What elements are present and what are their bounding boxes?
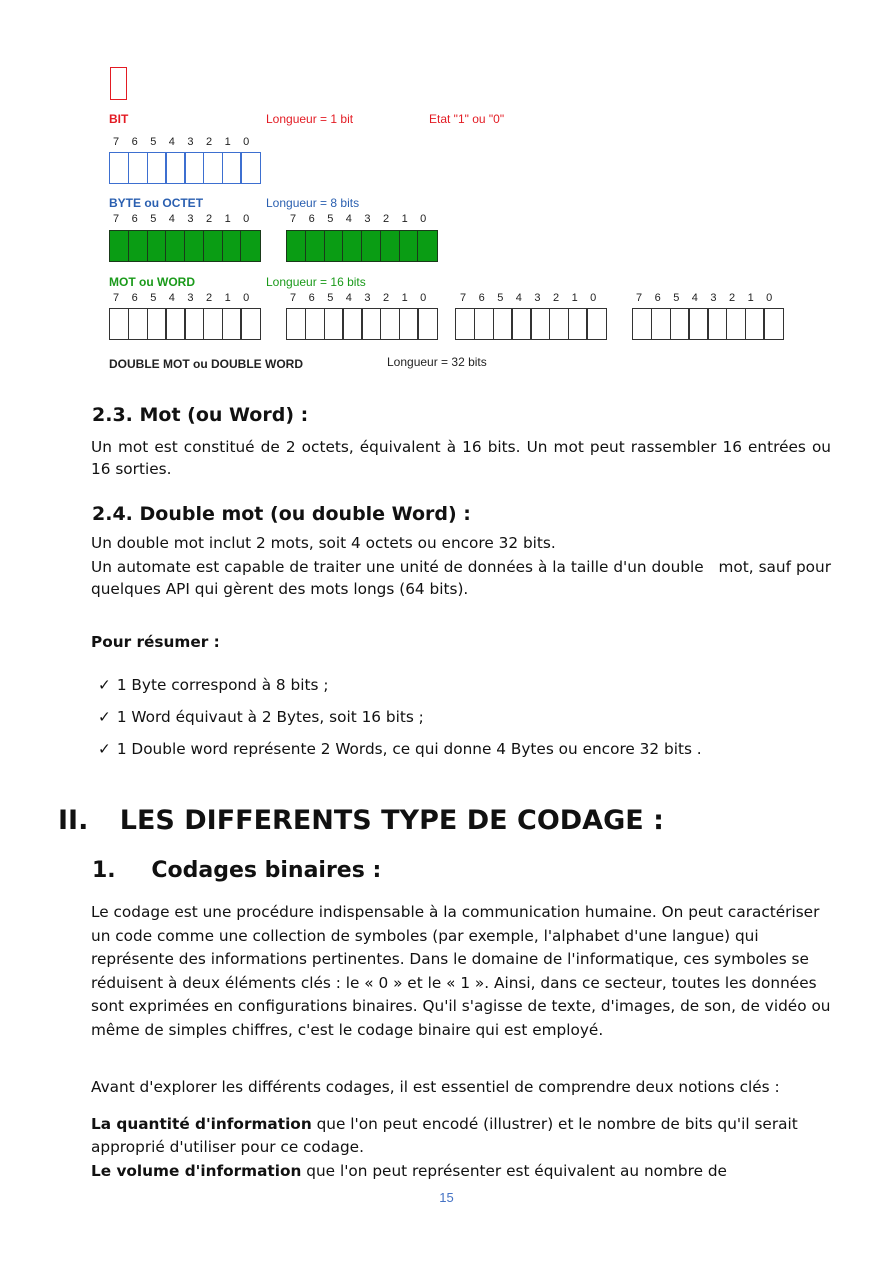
word-byte2-cells <box>286 230 436 262</box>
dword-byte3-cells <box>455 308 605 340</box>
bit-cell <box>165 308 185 340</box>
bit-cell <box>474 308 494 340</box>
bit-cell <box>110 67 127 100</box>
para4-text: que l'on peut représenter est équivalent au nombre de <box>301 1162 727 1180</box>
word-byte1-indices <box>113 213 262 225</box>
bit-index: 0 <box>420 292 427 304</box>
bit-cell <box>493 308 513 340</box>
bit-index: 2 <box>382 292 390 304</box>
bit-index: 4 <box>345 292 352 304</box>
bit-cell <box>240 230 260 262</box>
bit-index: 1 <box>224 213 231 225</box>
bit-index: 1 <box>401 292 408 304</box>
bit-index: 6 <box>308 213 315 225</box>
bit-index: 5 <box>327 292 334 304</box>
bit-cell <box>549 308 569 340</box>
bit-index: 5 <box>150 292 157 304</box>
summary-item-text: 1 Word équivaut à 2 Bytes, soit 16 bits ; <box>116 708 424 726</box>
bit-cell <box>240 308 260 340</box>
bit-index: 7 <box>460 292 467 304</box>
bit-index: 2 <box>728 292 736 304</box>
section-2-4-line2: Un automate est capable de traiter une unité de données à la taille d'un double mot, sauf pour quelques API qui gèrent des mots longs (64 bits). <box>91 558 836 598</box>
bit-index: 4 <box>345 213 352 225</box>
summary-title: Pour résumer : <box>91 633 220 651</box>
bit-index: 1 <box>401 213 408 225</box>
bit-cell <box>222 308 242 340</box>
bit-cell <box>109 230 129 262</box>
bit-index: 3 <box>710 292 717 304</box>
bit-cell <box>184 230 204 262</box>
bit-index: 1 <box>747 292 754 304</box>
bit-index: 6 <box>131 292 138 304</box>
bit-cell <box>324 230 344 262</box>
bit-index: 7 <box>290 292 297 304</box>
bit-index: 0 <box>590 292 597 304</box>
bit-index: 4 <box>515 292 522 304</box>
byte-label-b: ou OCTET <box>144 196 204 210</box>
section-2-4-line1: Un double mot inclut 2 mots, soit 4 octets ou encore 32 bits. <box>91 534 556 552</box>
bit-cell <box>109 152 129 184</box>
bit-cell <box>632 308 652 340</box>
bit-index: 2 <box>205 292 213 304</box>
bit-cell <box>222 152 242 184</box>
bit-cell <box>342 308 362 340</box>
bit-cell <box>417 230 437 262</box>
bit-index: 4 <box>168 292 175 304</box>
bit-cell <box>707 308 727 340</box>
bit-index: 4 <box>168 213 175 225</box>
bit-index: 3 <box>187 292 194 304</box>
bit-cell <box>342 230 362 262</box>
bit-index: 0 <box>766 292 773 304</box>
bit-index: 7 <box>113 136 120 148</box>
bit-cell <box>455 308 475 340</box>
section-2-4-title: 2.4. Double mot (ou double Word) : <box>92 503 471 525</box>
bit-cell <box>745 308 765 340</box>
bit-cell <box>586 308 606 340</box>
dword-byte1-indices <box>113 292 262 304</box>
summary-item-text: 1 Double word représente 2 Words, ce qui donne 4 Bytes ou encore 32 bits . <box>116 740 702 758</box>
bit-cell <box>203 308 223 340</box>
bit-cell <box>147 152 167 184</box>
bit-index: 6 <box>308 292 315 304</box>
dword-length: Longueur = 32 bits <box>387 355 487 369</box>
bit-cell <box>726 308 746 340</box>
bit-cell <box>128 308 148 340</box>
bit-cell <box>184 308 204 340</box>
chapter-number: II. <box>58 805 89 836</box>
word-label-a: MOT <box>109 275 136 289</box>
bit-index: 1 <box>224 292 231 304</box>
bit-index: 6 <box>654 292 661 304</box>
dword-byte3-indices <box>460 292 609 304</box>
bold-term-quantity: La quantité d'information <box>91 1115 312 1133</box>
bit-cell <box>203 152 223 184</box>
section-1-para2: Avant d'explorer les différents codages, il est essentiel de comprendre deux notions clés : <box>91 1078 780 1096</box>
bit-index: 0 <box>243 292 250 304</box>
bit-cell <box>417 308 437 340</box>
bit-cell <box>399 230 419 262</box>
bit-index: 2 <box>205 213 213 225</box>
para3-text: que l'on peut encodé (illustrer) et le nombre de bits qu'il serait approprié d'utiliser pour ce codage. <box>91 1115 798 1156</box>
dword-byte1-cells <box>109 308 259 340</box>
bit-index: 0 <box>420 213 427 225</box>
byte-label-a: BYTE <box>109 196 142 210</box>
bit-index: 3 <box>187 213 194 225</box>
bit-index: 5 <box>673 292 680 304</box>
section-1-para3 <box>91 1113 831 1159</box>
section-1-heading <box>92 858 381 883</box>
byte-label <box>109 196 203 210</box>
dword-label: DOUBLE MOT ou DOUBLE WORD <box>109 357 303 371</box>
dword-byte4-indices <box>636 292 785 304</box>
bit-cell <box>184 152 204 184</box>
bit-cell <box>147 308 167 340</box>
word-label <box>109 275 195 289</box>
word-byte2-indices <box>290 213 439 225</box>
word-byte1-cells <box>109 230 259 262</box>
bit-index: 6 <box>131 136 138 148</box>
section-1-para4 <box>91 1160 831 1182</box>
bit-index: 6 <box>478 292 485 304</box>
bit-index: 0 <box>243 136 250 148</box>
bit-index: 5 <box>497 292 504 304</box>
byte-length: Longueur = 8 bits <box>266 196 360 210</box>
bit-cell <box>324 308 344 340</box>
byte-cells <box>109 152 259 184</box>
bit-cell <box>511 308 531 340</box>
bit-cell <box>305 308 325 340</box>
bit-cell <box>128 230 148 262</box>
dword-byte2-indices <box>290 292 439 304</box>
bit-index: 6 <box>131 213 138 225</box>
bit-index: 7 <box>113 213 120 225</box>
bit-cell <box>361 308 381 340</box>
bit-index: 3 <box>364 292 371 304</box>
bit-cell <box>380 308 400 340</box>
bit-cell <box>305 230 325 262</box>
bit-index: 3 <box>534 292 541 304</box>
bit-index: 2 <box>552 292 560 304</box>
byte-bit-indices <box>113 136 262 148</box>
bit-cell <box>203 230 223 262</box>
bit-index: 1 <box>571 292 578 304</box>
section-2-3-text: Un mot est constitué de 2 octets, équivalent à 16 bits. Un mot peut rassembler 16 entrées ou 16 sorties. <box>91 438 831 478</box>
chapter-heading <box>58 805 664 836</box>
bit-cell <box>286 230 306 262</box>
bit-index: 4 <box>168 136 175 148</box>
bit-cell <box>361 230 381 262</box>
summary-item-text: 1 Byte correspond à 8 bits ; <box>116 676 329 694</box>
bit-index: 5 <box>327 213 334 225</box>
section-1-para1: Le codage est une procédure indispensable à la communication humaine. On peut caractériser un code comme une collection de symboles (par exemple, l'alphabet d'une langue) qui représente des informations pertinentes. Dans le domaine de l'informatique, ces symboles se réduisent à deux éléments clés : le « 0 » et le « 1 ». Ainsi, dans ce secteur, toutes les données sont exprimées en configurations binaires. Qu'il s'agisse de texte, d'images, de son, de vidéo ou même de simples chiffres, c'est le codage binaire qui est employé. <box>91 903 831 1039</box>
bit-cell <box>222 230 242 262</box>
page-number: 15 <box>439 1190 454 1205</box>
dword-byte4-cells <box>632 308 782 340</box>
section-1-title: Codages binaires : <box>151 858 382 883</box>
bit-cell <box>147 230 167 262</box>
summary-item <box>98 674 328 696</box>
bit-cell <box>399 308 419 340</box>
bit-index: 7 <box>113 292 120 304</box>
section-2-3-title: 2.3. Mot (ou Word) : <box>92 404 309 426</box>
bit-index: 5 <box>150 213 157 225</box>
bit-cell <box>165 230 185 262</box>
bit-index: 0 <box>243 213 250 225</box>
bit-index: 3 <box>364 213 371 225</box>
bit-cell <box>286 308 306 340</box>
bit-index: 4 <box>691 292 698 304</box>
bit-length: Longueur = 1 bit <box>266 112 354 126</box>
dword-byte2-cells <box>286 308 436 340</box>
summary-item <box>98 706 424 728</box>
bit-cell <box>670 308 690 340</box>
bit-index: 2 <box>205 136 213 148</box>
bit-cell <box>128 152 148 184</box>
bit-state: Etat "1" ou "0" <box>429 112 505 126</box>
section-1-number: 1. <box>92 858 116 883</box>
bit-index: 1 <box>224 136 231 148</box>
bit-cell <box>530 308 550 340</box>
bit-cell <box>165 152 185 184</box>
bit-cell <box>688 308 708 340</box>
bit-index: 7 <box>636 292 643 304</box>
bit-index: 2 <box>382 213 390 225</box>
word-length: Longueur = 16 bits <box>266 275 366 289</box>
bit-index: 5 <box>150 136 157 148</box>
bit-cell <box>651 308 671 340</box>
bit-cell <box>380 230 400 262</box>
summary-item <box>98 738 702 760</box>
bold-term-volume: Le volume d'information <box>91 1162 302 1180</box>
bit-label: BIT <box>109 112 129 126</box>
bit-index: 7 <box>290 213 297 225</box>
bit-cell <box>763 308 783 340</box>
word-label-b: ou WORD <box>139 275 196 289</box>
bit-cell <box>568 308 588 340</box>
chapter-title: LES DIFFERENTS TYPE DE CODAGE : <box>119 805 664 836</box>
bit-cell <box>240 152 260 184</box>
bit-index: 3 <box>187 136 194 148</box>
bit-cell <box>109 308 129 340</box>
